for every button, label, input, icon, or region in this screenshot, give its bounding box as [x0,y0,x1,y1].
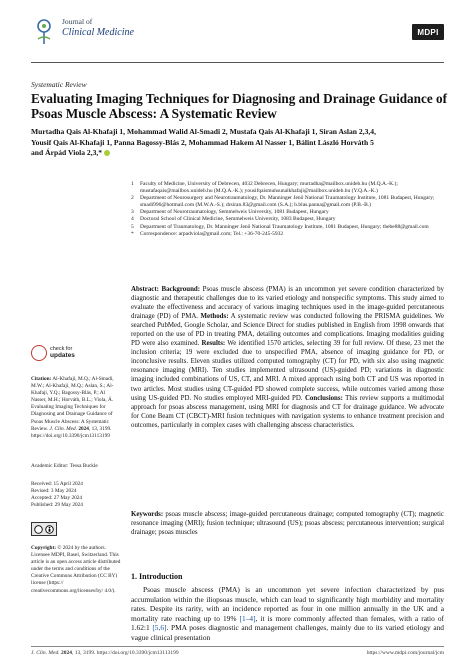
introduction-paragraph: Psoas muscle abscess (PMA) is an uncommon yet severe infection characterized by pus accumulation within the iliopsoas muscle, which can lead to significantly high morbidity and mortality rates. Despite its rarity, with an incidence reported as four in one million annually in the UK and a mortality rate reaching up to 19% [1–4], it is more commonly affected than females, with a ratio of 1.62:1 [5,6]. PMA poses diagnostic and management challenges, mainly due to its varied etiology and vague clinical presentation [131,585,444,642]
author-list [31,127,451,159]
check-updates-label[interactable]: check for updates [50,346,75,359]
copyright-notice: Copyright: © 2024 by the authors. Licensee MDPI, Basel, Switzerland. This article is an open access article distributed under the terms and conditions of the Creative Commons Attribution (CC BY) license (https:// creativecommons.org/licenses/by/ 4.0/). [31,545,121,594]
affiliation-item: 2 Department of Neurosurgery and Neurotraumatology, Dr. Manninger Jenő National Traumatology Institute, 1081 Budapest, Hungary; smadi996@hotmail.com (M.W.A.-S.); drsiran.83@gmail.com (S.A.); b.blas.panna@gmail.com (P.B.-B.) [131,195,435,209]
affiliation-item: 5 Department of Traumatology, Dr. Manninger Jenő National Traumatology Institute, 1081 Budapest, Hungary; thebe88@gmail.com [131,223,429,230]
header-divider [31,62,444,63]
orcid-icon[interactable] [104,150,110,156]
article-type: Systematic Review [31,80,87,89]
reference-link[interactable]: [5,6] [152,623,167,633]
publication-dates: Received: 15 April 2024 Revised: 3 May 2024 Accepted: 27 May 2024 Published: 29 May 2024 [31,481,83,509]
footer-divider [31,646,444,647]
mdpi-logo[interactable]: MDPI [412,24,444,40]
section-heading-introduction: 1. Introduction [131,572,183,581]
author-line-1[interactable]: Murtadha Qais Al-Khafaji 1, Mohammad Walid Al-Smadi 2, Mustafa Qais Al-Khafaji 1, Siran Aslan 2,3,4, [31,127,376,136]
affiliation-item: 3 Department of Neurotraumatology, Semmelweis University, 1081 Budapest, Hungary [131,209,329,216]
footer-journal-url[interactable]: https://www.mdpi.com/journal/jcm [366,650,444,656]
correspondence: * Correspondence: arpadviola@gmail.com; Tel.: +36-70-245-5932 [131,230,284,237]
article-title: Evaluating Imaging Techniques for Diagnosing and Drainage Guidance of Psoas Muscle Abscess: A Systematic Review [31,91,447,121]
affiliation-item: 4 Doctoral School of Clinical Medicine, Semmelweis University, 1083 Budapest, Hungary [131,216,336,223]
affiliations [131,181,451,238]
academic-editor: Academic Editor: Tessa Buckle [31,463,98,469]
journal-of-label: Journal of [62,17,93,26]
reference-link[interactable]: [1–4] [239,613,256,623]
journal-logo-icon [31,17,57,47]
footer-citation: J. Clin. Med. 2024, 13, 3199. https://doi.org/10.3390/jcm13113199 [31,650,179,656]
keywords: Keywords: psoas muscle abscess; image-guided percutaneous drainage; computed tomography (CT); magnetic resonance imaging (MRI); fusion technique; ultrasound (US); psoas abscess; percutaneous intervention; surgical drainage; psoas muscles [131,511,444,537]
affiliation-item: 1 Faculty of Medicine, University of Debrecen, 4032 Debrecen, Hungary; murtadha@mailbox.unideb.hu (M.Q.A.-K.); mustafaqais@mailbox.unideb.hu (M.Q.A.-K.); yousifqaismuhsunalkhafaji@mailbox.unideb.hu (Y.Q.A.-K.) [131,181,398,195]
citation: Citation: Al-Khafaji, M.Q.; Al-Smadi, M.W.; Al-Khafaji, M.Q.; Aslan, S.; Al-Khafaji, Y.Q.; Bagossy-Blás, P.; Al Nasser, M.H.; Horváth, B.L.; Viola, Á. Evaluating Imaging Techniques for Diagnosing and Drainage Guidance of Psoas Muscle Abscess: A Systematic Review. J. Clin. Med. 2024, 13, 3199. https://doi.org/10.3390/jcm13113199 [31,376,114,439]
cc-by-license-icon[interactable] [31,522,57,536]
abstract: Abstract: Background: Psoas muscle abscess (PMA) is an uncommon yet severe condition characterized by diagnostic and therapeutic challenges due to its varied etiology and nonspecific symptoms. This study aimed to evaluate the effectiveness and accuracy of various imaging techniques used in the image-guided percutaneous drainage (PD) of PMA. Methods: A systematic review was conducted following the PRISMA guidelines. We searched PubMed, Google Scholar, and Science Direct for studies published in English from 1998 onwards that reported on the use of PD in treating PMA, detailing outcomes and complications. Imaging modalities guiding PD were also examined. Results: We identified 1570 articles, selecting 39 for full review. Of these, 23 met the inclusion criteria; 19 were excluded due to unspecified PMA, absence of imaging guidance for PD, or inconclusive results. Eleven studies utilized computed tomography (CT) for PD, with six also using magnetic resonance imaging (MRI). Ten studies implemented ultrasound (US)-guided PD; variations in diagnostic imaging included combinations of US, CT, and MRI. A mixed approach using both CT and US was reported in two articles. Most studies using CT-guided PD showed complete success, while outcomes varied among those using US-guided PD. No studies employed MRI-guided PD. Conclusions: This review supports a multimodal approach for psoas abscess management, using MRI for diagnosis and CT for drainage guidance. We advocate for Cone Beam CT (CBCT)-MRI fusion techniques with navigation systems to enhance treatment precision and outcomes, particularly in complex cases with challenging abscess characteristics. [131,286,445,429]
check-updates-icon[interactable] [31,345,47,361]
author-line-3[interactable]: and Árpád Viola 2,3,* [31,148,451,159]
journal-name[interactable]: Clinical Medicine [62,27,134,38]
author-line-2[interactable]: Yousif Qais Al-Khafaji 1, Panna Bagossy-Blás 2, Mohammad Hakem Al Nasser 1, Bálint László Horváth 5 [31,137,374,147]
